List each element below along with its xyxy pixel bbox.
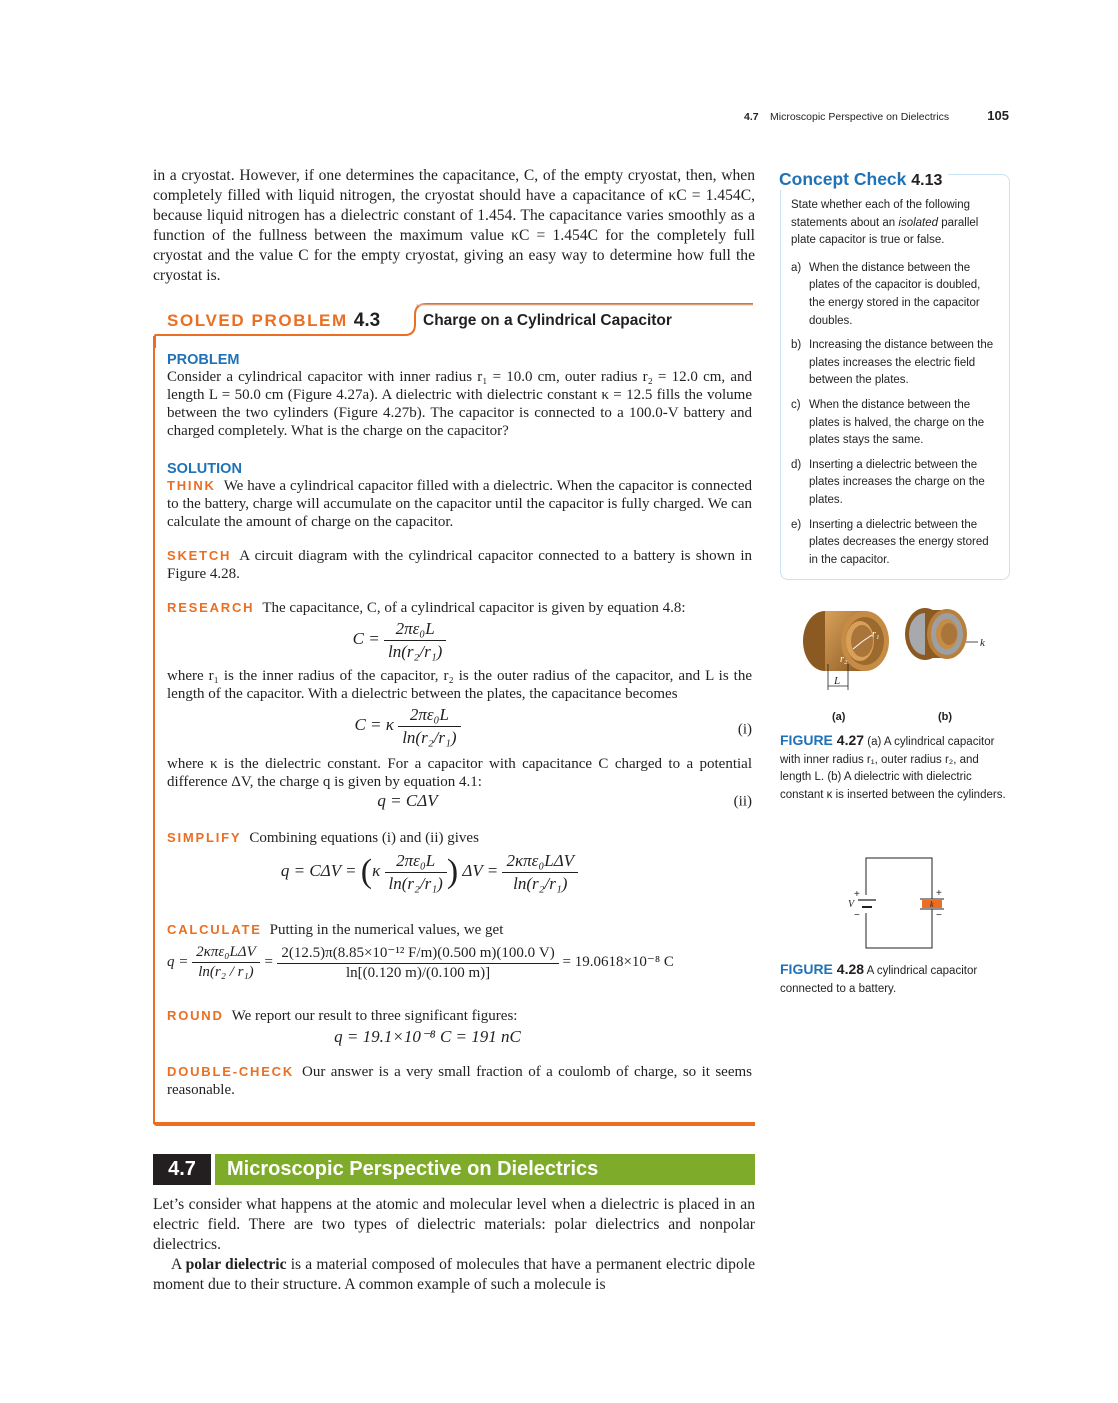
eq4-right-denominator: ln(r₂/r₁) xyxy=(513,874,568,893)
eq5-fraction-1 xyxy=(192,944,260,981)
concept-check-box xyxy=(779,169,1010,580)
sketch-text: A circuit diagram with the cylindrical capacitor connected to a battery is shown in Figure 4.28. xyxy=(167,548,752,582)
problem-heading: PROBLEM xyxy=(167,352,240,368)
calculate-text: Putting in the numerical values, we get xyxy=(269,922,504,938)
doublecheck-paragraph xyxy=(167,1063,752,1099)
item-letter: e) xyxy=(791,518,802,531)
equation-numeric xyxy=(167,943,752,993)
figure-4-27-caption-text: (a) A cylindrical capacitor with inner radius r₁, outer radius r₂, and length L. (b) A dielectric with dielectric constant κ is inserted between the cylinders. xyxy=(780,736,1006,801)
battery-plus: + xyxy=(854,889,860,900)
eq4-kappa: κ xyxy=(372,861,381,881)
page-number: 105 xyxy=(987,108,1009,123)
concept-check-item xyxy=(791,517,999,570)
solved-problem-label xyxy=(167,310,380,332)
p2-before: A xyxy=(171,1256,186,1273)
research-text: The capacitance, C, of a cylindrical capacitor is given by equation 4.8: xyxy=(262,600,686,616)
battery-gap xyxy=(860,895,874,913)
eq4-fraction xyxy=(385,851,447,894)
intro-text-block xyxy=(153,166,755,286)
problem-text: Consider a cylindrical capacitor with inner radius r₁ = 10.0 cm, outer radius r₂ = 12.0 cm, and length L = 50.0 cm (Figure 4.27a). A dielectric with dielectric constant κ = 12.5 fills the volume between the two cylinders (Figure 4.27b). The capacitor is connected to a 100.0-V battery and charged completely. What is the charge on the capacitor? xyxy=(167,369,752,439)
simplify-keyword: SIMPLIFY xyxy=(167,830,242,845)
intro-emphasis: isolated xyxy=(898,216,939,229)
label-r1: r₁ xyxy=(872,629,880,640)
eq4-numerator: 2πε₀L xyxy=(385,851,447,873)
eq5-fraction-2 xyxy=(277,943,558,982)
section-paragraph-1: Let’s consider what happens at the atomic and molecular level when a dielectric is placed in an electric field. There are two types of dielectric materials: polar dielectrics and nonpolar dielectrics. xyxy=(153,1196,755,1253)
simplify-text: Combining equations (i) and (ii) gives xyxy=(249,830,479,846)
label-b: (b) xyxy=(938,711,953,723)
header-section-title: Microscopic Perspective on Dielectrics xyxy=(770,111,950,123)
p2-after: is a material composed of molecules that have a permanent electric dipole moment due to their structure. A common example of such a molecule is xyxy=(153,1256,755,1293)
cylinder-b xyxy=(905,608,978,660)
concept-check-item xyxy=(791,260,999,330)
eq5-numerator-2: 2(12.5)π(8.85×10⁻¹² F/m)(0.500 m)(100.0 V) xyxy=(277,943,558,964)
figure-4-27 xyxy=(780,604,1010,729)
label-L: L xyxy=(834,675,841,687)
label-r2: r₂ xyxy=(840,654,848,665)
solved-problem-left-border xyxy=(153,336,155,1124)
item-letter: a) xyxy=(791,261,802,274)
research-paragraph-2: where r₁ is the inner radius of the capacitor, r₂ is the outer radius of the capacitor, and L is the length of the capacitor. With a dielectric between the plates, the capacitance becomes xyxy=(167,668,752,702)
intro-paragraph: in a cryostat. However, if one determines the capacitance, C, of the empty cryostat, then, when completely filled with liquid nitrogen, the cryostat should have a capacitance of κC = 1.454C, because liquid nitrogen has a dielectric constant of 1.454. The capacitance varies smoothly as a function of the fullness between the maximum value κC = 1.454C for the completely full cryostat and the value C for the empty cryostat, giving an easy way to determine how full the cryostat is. xyxy=(153,167,755,284)
concept-check-item xyxy=(791,337,999,390)
round-keyword: ROUND xyxy=(167,1008,224,1023)
fig-number: 4.28 xyxy=(836,961,865,977)
cylinder-a xyxy=(803,611,889,690)
think-paragraph xyxy=(167,477,752,531)
calculate-paragraph xyxy=(167,921,752,939)
running-header xyxy=(700,108,1012,128)
equation-combined: q = CΔV = (κ $\frac{\text{2πε₀L}}{\text{ln(r₂/r₁)}}$ ) ΔV = $\frac{\text{2κπε₀LΔV}}{\text{ln(r₂/r₁)}}$ xyxy=(167,851,752,907)
research-paragraph xyxy=(167,599,752,617)
item-text: Inserting a dielectric between the plates decreases the energy stored in the capacitor. xyxy=(809,518,989,566)
calculate-keyword: CALCULATE xyxy=(167,922,262,937)
research-keyword: RESEARCH xyxy=(167,600,255,615)
equation-ii xyxy=(167,791,752,813)
section-number: 4.7 xyxy=(153,1154,211,1185)
circuit-diagram xyxy=(830,855,960,955)
p2-bold-term: polar dielectric xyxy=(185,1256,287,1273)
header-section-number: 4.7 xyxy=(744,111,759,123)
equation-rounded xyxy=(167,1027,752,1051)
eq2-fraction xyxy=(398,705,460,748)
round-text: We report our result to three significant figures: xyxy=(231,1008,518,1024)
figure-4-27-caption xyxy=(780,732,1010,804)
fig-word: FIGURE xyxy=(780,961,833,977)
eq3-text: q = CΔV xyxy=(377,791,438,810)
doublecheck-text: Our answer is a very small fraction of a coulomb of charge, so it seems reasonable. xyxy=(167,1064,752,1098)
solved-problem-label-text: SOLVED PROBLEM xyxy=(167,311,348,330)
solved-problem-title: Charge on a Cylindrical Capacitor xyxy=(423,312,672,329)
eq4-dv: ΔV = xyxy=(462,861,499,881)
concept-check-body xyxy=(791,197,999,569)
intro-before: State whether each of the following statements about an xyxy=(791,199,971,229)
eq2-lhs: C = κ xyxy=(354,715,394,735)
eq3-label: (ii) xyxy=(733,793,752,810)
eq4-lhs: q = CΔV = xyxy=(280,861,357,881)
item-text: Increasing the distance between the plates increases the electric field between the plates. xyxy=(809,339,994,387)
sketch-paragraph xyxy=(167,547,752,583)
figure-4-28-caption xyxy=(780,961,1010,998)
concept-check-number: 4.13 xyxy=(911,172,943,189)
eq5-numerator-1: 2κπε₀LΔV xyxy=(192,944,260,963)
sketch-keyword: SKETCH xyxy=(167,548,232,563)
eq1-fraction xyxy=(384,619,446,662)
capacitor-k: k xyxy=(930,900,934,909)
eq4-denominator: ln(r₂/r₁) xyxy=(388,874,443,893)
think-keyword: THINK xyxy=(167,478,216,493)
figure-4-28-tag xyxy=(780,961,864,977)
solved-problem-content xyxy=(167,352,752,1099)
eq4-right-numerator: 2κπε₀LΔV xyxy=(502,851,578,873)
label-a: (a) xyxy=(832,711,846,723)
item-letter: c) xyxy=(791,398,801,411)
section-body xyxy=(153,1195,755,1295)
concept-check-title xyxy=(779,169,948,190)
section-heading xyxy=(153,1154,755,1185)
solved-problem-box xyxy=(153,302,755,1128)
figure-4-27-tag xyxy=(780,732,864,748)
item-text: When the distance between the plates is halved, the charge on the plates stays the same. xyxy=(809,398,985,447)
round-paragraph xyxy=(167,1007,752,1025)
solved-problem-bottom-border xyxy=(153,1122,755,1126)
equation-4-8 xyxy=(167,619,752,667)
capacitor-minus: − xyxy=(936,910,942,921)
battery-V: V xyxy=(848,899,855,910)
eq5-equals: = xyxy=(263,953,274,970)
eq2-numerator: 2πε₀L xyxy=(398,705,460,727)
item-letter: d) xyxy=(791,458,802,471)
eq5-denominator-1: ln(r₂ / r₁) xyxy=(198,964,254,980)
figure-4-27-illustration xyxy=(780,604,1010,729)
label-k: k xyxy=(980,637,985,649)
think-text: We have a cylindrical capacitor filled with a dielectric. When the capacitor is connected to the battery, charge will accumulate on the capacitor until the capacitor is fully charged. We can calculate the amount of charge on the capacitor. xyxy=(167,478,752,530)
solution-heading: SOLUTION xyxy=(167,461,242,477)
fig-number: 4.27 xyxy=(836,732,865,748)
item-text: When the distance between the plates of the capacitor is doubled, the energy stored in the capacitor doubles. xyxy=(809,261,981,327)
eq5-result: = 19.0618×10⁻⁸ C xyxy=(562,953,674,970)
eq1-denominator: ln(r₂/r₁) xyxy=(387,642,443,661)
capacitor-plus: + xyxy=(936,888,942,899)
eq5-lhs: q = xyxy=(167,953,189,970)
fig-word: FIGURE xyxy=(780,732,833,748)
doublecheck-keyword: DOUBLE-CHECK xyxy=(167,1064,295,1079)
concept-check-item xyxy=(791,457,999,510)
intro-after: parallel plate capacitor is true or false. xyxy=(791,216,979,247)
simplify-paragraph xyxy=(167,829,752,847)
section-paragraph-2 xyxy=(153,1255,755,1295)
figure-4-28 xyxy=(830,855,960,955)
eq5-denominator-2: ln[(0.120 m)/(0.100 m)] xyxy=(346,965,491,981)
eq2-denominator: ln(r₂/r₁) xyxy=(402,728,457,747)
figure-4-28-caption-text: A cylindrical capacitor connected to a battery. xyxy=(780,965,978,995)
item-letter: b) xyxy=(791,339,802,352)
equation-i xyxy=(167,705,752,755)
section-title: Microscopic Perspective on Dielectrics xyxy=(215,1154,755,1185)
research-paragraph-3: where κ is the dielectric constant. For a capacitor with capacitance C charged to a potential difference ΔV, the charge q is given by equation 4.1: xyxy=(167,756,752,790)
concept-check-intro xyxy=(791,197,999,250)
solved-problem-number: 4.3 xyxy=(353,310,381,331)
concept-check-item xyxy=(791,397,999,450)
eq2-label: (i) xyxy=(737,721,752,738)
eq6-text: q = 19.1×10⁻⁸ C = 191 nC xyxy=(334,1027,521,1046)
eq4-right-fraction xyxy=(502,851,578,894)
concept-check-title-text: Concept Check xyxy=(779,169,907,189)
battery-minus: − xyxy=(854,910,860,921)
solved-problem-header xyxy=(153,302,403,336)
eq1-numerator: 2πε₀L xyxy=(384,619,446,641)
item-text: Inserting a dielectric between the plates increases the charge on the plates. xyxy=(809,458,985,506)
eq1-lhs: C = xyxy=(352,629,380,649)
